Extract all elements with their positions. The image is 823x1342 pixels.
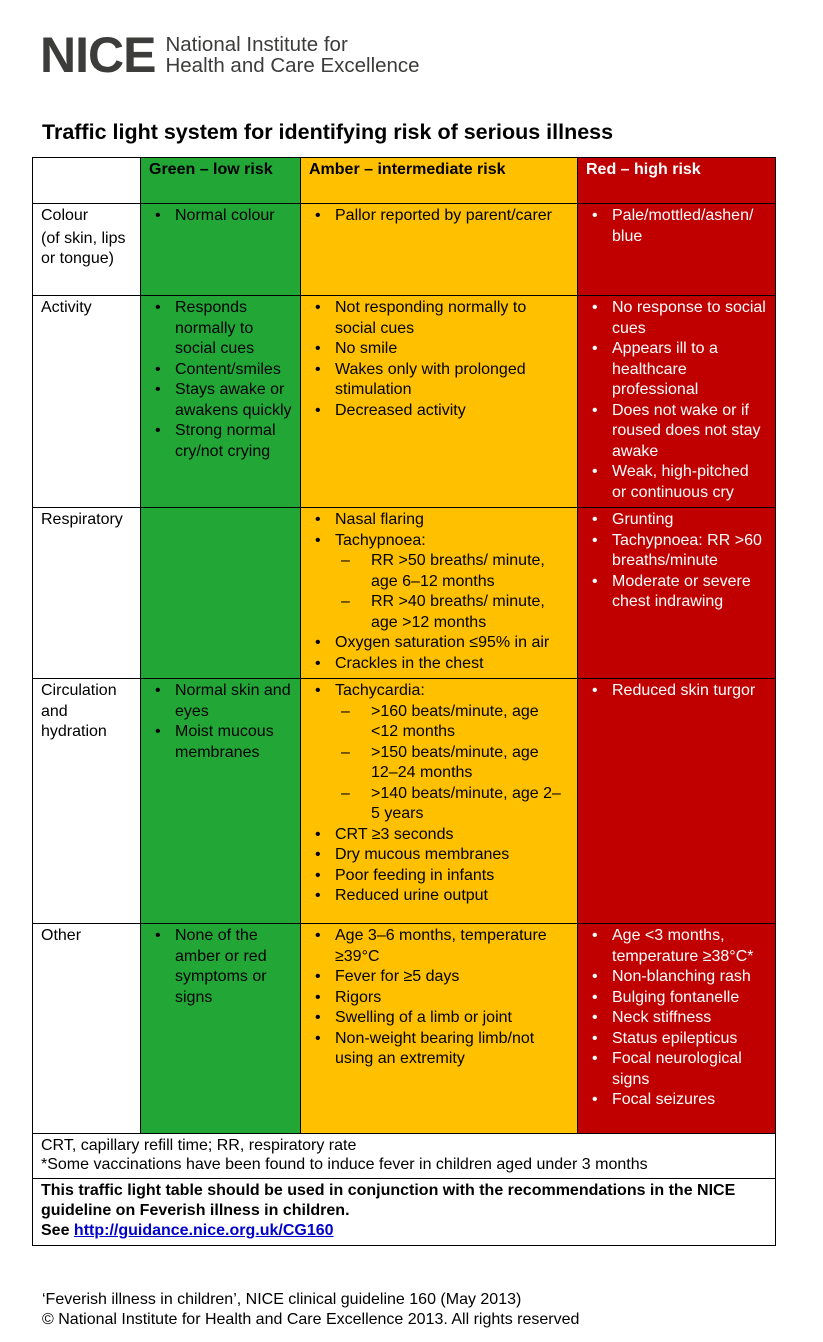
list-item: • Pallor reported by parent/carer (309, 206, 569, 227)
list-item: • Nasal flaring (309, 510, 569, 531)
page-title: Traffic light system for identifying risk of serious illness (42, 120, 614, 144)
list-item: • Does not wake or if roused does not stay awake (586, 401, 767, 463)
list-item: • Dry mucous membranes (309, 845, 569, 866)
cell-other-amber (301, 924, 578, 1134)
see-label: See (41, 1222, 70, 1239)
footnote-row (33, 1134, 776, 1179)
footnotes (33, 1134, 776, 1179)
list-item: • No smile (309, 339, 569, 360)
cell-circulation-red (578, 679, 776, 924)
row-label-respiratory: Respiratory (33, 508, 141, 679)
list-item: • Reduced urine output (309, 886, 569, 907)
cell-circulation-amber (301, 679, 578, 924)
list-item: • CRT ≥3 seconds (309, 825, 569, 846)
list-item: • Stays awake or awakens quickly (149, 380, 292, 421)
list-item: • Moist mucous membranes (149, 722, 292, 763)
header-amber: Amber – intermediate risk (301, 158, 578, 204)
list-item: • Neck stiffness (586, 1008, 767, 1029)
header-blank (33, 158, 141, 204)
cell-respiratory-amber (301, 508, 578, 679)
nice-logo (40, 27, 420, 83)
list-item: • Swelling of a limb or joint (309, 1008, 569, 1029)
list-item: • Reduced skin turgor (586, 681, 767, 702)
list-item: • Grunting (586, 510, 767, 531)
header-green: Green – low risk (141, 158, 301, 204)
list-item: • Tachycardia: (309, 681, 569, 702)
cell-respiratory-green (141, 508, 301, 679)
list-item: • Moderate or severe chest indrawing (586, 572, 767, 613)
list-item: • Age 3–6 months, temperature ≥39°C (309, 926, 569, 967)
list-item: • Responds normally to social cues (149, 298, 292, 360)
list-item: • Content/smiles (149, 360, 292, 381)
footnote-abbreviations: CRT, capillary refill time; RR, respiratory rate (41, 1137, 357, 1154)
logo-mark: NICE (40, 27, 156, 83)
list-item: • Rigors (309, 988, 569, 1009)
list-item: • Normal colour (149, 206, 292, 227)
list-item: • Strong normal cry/not crying (149, 421, 292, 462)
footnote-vaccinations: *Some vaccinations have been found to induce fever in children aged under 3 months (41, 1156, 648, 1173)
logo-text (165, 34, 419, 76)
list-item: • Fever for ≥5 days (309, 967, 569, 988)
cell-activity-amber (301, 296, 578, 508)
cell-colour-green (141, 204, 301, 296)
sub-list-item: – RR >50 breaths/ minute, age 6–12 months (309, 551, 569, 592)
list-item: • Bulging fontanelle (586, 988, 767, 1009)
sub-list-item: – >160 beats/minute, age <12 months (309, 702, 569, 743)
cell-respiratory-red (578, 508, 776, 679)
row-other (33, 924, 776, 1134)
cell-activity-red (578, 296, 776, 508)
list-item: • Crackles in the chest (309, 654, 569, 675)
header-red: Red – high risk (578, 158, 776, 204)
cell-circulation-green (141, 679, 301, 924)
list-item: • Tachypnoea: (309, 531, 569, 552)
note-see-line (41, 1221, 767, 1241)
guideline-note (33, 1179, 776, 1246)
list-item: • Normal skin and eyes (149, 681, 292, 722)
cell-activity-green (141, 296, 301, 508)
list-item: • Tachypnoea: RR >60 breaths/minute (586, 531, 767, 572)
list-item: • Decreased activity (309, 401, 569, 422)
logo-line-2: Health and Care Excellence (165, 54, 420, 77)
list-item: • Age <3 months, temperature ≥38°C* (586, 926, 767, 967)
guideline-link[interactable]: http://guidance.nice.org.uk/CG160 (73, 1222, 334, 1239)
row-respiratory (33, 508, 776, 679)
row-label-text: Colour (41, 207, 89, 224)
list-item: • Non-blanching rash (586, 967, 767, 988)
list-item: • Status epilepticus (586, 1029, 767, 1050)
cell-other-green (141, 924, 301, 1134)
footer-copyright: © National Institute for Health and Care Excellence 2013. All rights reserved (42, 1311, 580, 1328)
cell-other-red (578, 924, 776, 1134)
cell-colour-amber (301, 204, 578, 296)
list-item: • None of the amber or red symptoms or signs (149, 926, 292, 1008)
sub-list-item: – >140 beats/minute, age 2–5 years (309, 784, 569, 825)
row-sublabel-text: (of skin, lips or tongue) (41, 229, 126, 267)
list-item: • Weak, high-pitched or continuous cry (586, 462, 767, 503)
sub-list-item: – >150 beats/minute, age 12–24 months (309, 743, 569, 784)
row-activity (33, 296, 776, 508)
row-colour (33, 204, 776, 296)
list-item: • Appears ill to a healthcare professional (586, 339, 767, 401)
list-item: • Focal neurological signs (586, 1049, 767, 1090)
page-footer (42, 1290, 579, 1330)
list-item: • Oxygen saturation ≤95% in air (309, 633, 569, 654)
list-item: • Not responding normally to social cues (309, 298, 569, 339)
sub-list-item: – RR >40 breaths/ minute, age >12 months (309, 592, 569, 633)
traffic-light-table (32, 157, 776, 1246)
row-label-other: Other (33, 924, 141, 1134)
cell-colour-red (578, 204, 776, 296)
list-item: • Wakes only with prolonged stimulation (309, 360, 569, 401)
note-row (33, 1179, 776, 1246)
row-label-colour (33, 204, 141, 296)
row-label-activity: Activity (33, 296, 141, 508)
row-label-circulation: Circulation and hydration (33, 679, 141, 924)
header-row (33, 158, 776, 204)
list-item: • Focal seizures (586, 1090, 767, 1111)
list-item: • No response to social cues (586, 298, 767, 339)
list-item: • Pale/mottled/ashen/ blue (586, 206, 767, 247)
footer-citation: ‘Feverish illness in children’, NICE clinical guideline 160 (May 2013) (42, 1291, 522, 1308)
row-circulation (33, 679, 776, 924)
list-item: • Poor feeding in infants (309, 866, 569, 887)
logo-line-1: National Institute for (165, 33, 348, 56)
list-item: • Non-weight bearing limb/not using an extremity (309, 1029, 569, 1070)
note-text: This traffic light table should be used in conjunction with the recommendations in the NICE guideline on Feverish illness in children. (41, 1182, 736, 1219)
